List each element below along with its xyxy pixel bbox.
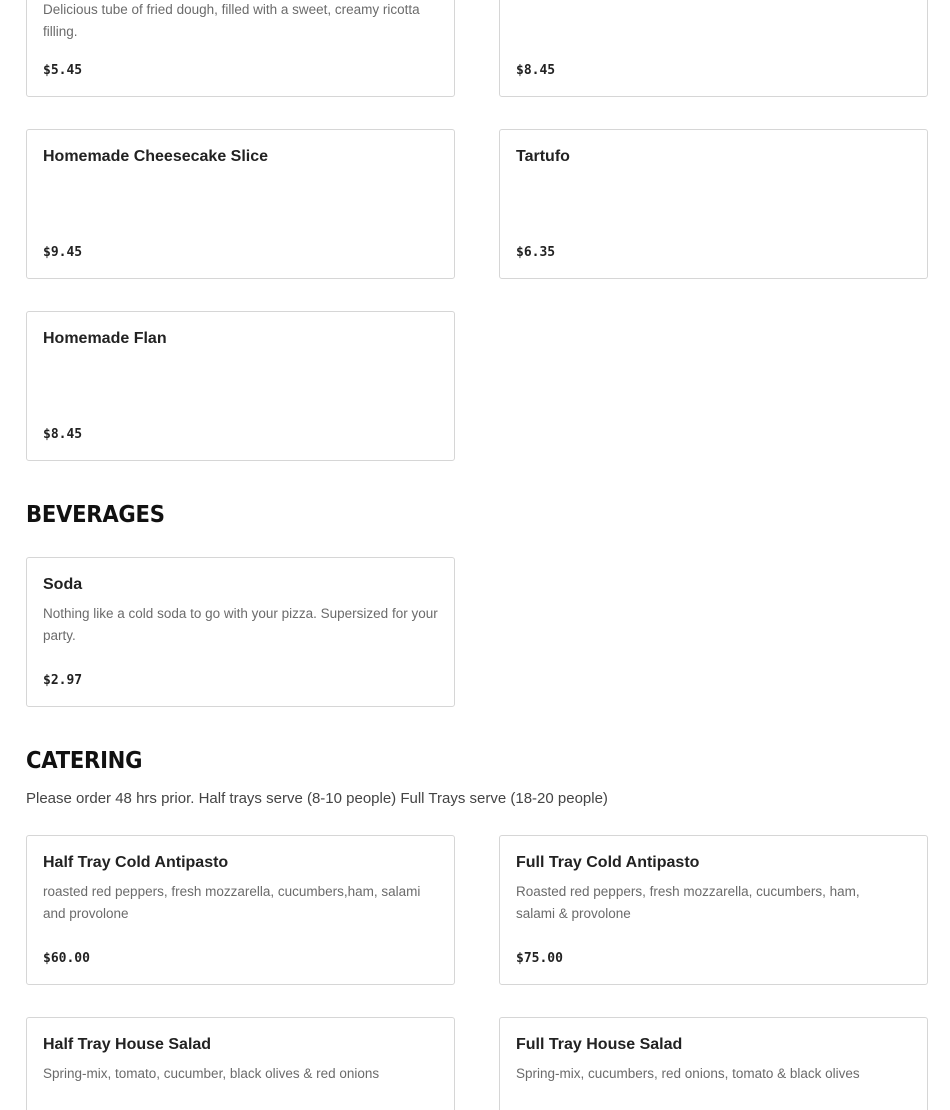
- menu-item-name: Homemade Flan: [43, 330, 167, 347]
- menu-item-price: $8.45: [516, 63, 556, 78]
- menu-item-price: $2.97: [43, 673, 83, 688]
- menu-item-card-full-tray-antipasto[interactable]: [499, 835, 928, 985]
- menu-item-description: roasted red peppers, fresh mozzarella, cucumbers,ham, salami and provolone: [43, 884, 421, 921]
- menu-item-card-soda[interactable]: [26, 557, 455, 707]
- menu-item-name: Homemade Cheesecake Slice: [43, 148, 269, 165]
- menu-item-description: Delicious tube of fried dough, filled with a sweet, creamy ricotta filling.: [43, 2, 420, 39]
- menu-item-description: Nothing like a cold soda to go with your pizza. Supersized for your party.: [43, 606, 438, 643]
- menu-item-price: $60.00: [43, 951, 90, 966]
- menu-item-card-cheesecake[interactable]: [26, 129, 455, 279]
- menu-item-description: Roasted red peppers, fresh mozzarella, cucumbers, ham, salami & provolone: [516, 884, 860, 921]
- menu-item-price: $6.35: [516, 245, 556, 260]
- menu-item-name: Half Tray Cold Antipasto: [43, 854, 229, 871]
- menu-item-name: Full Tray Cold Antipasto: [516, 854, 700, 871]
- menu-item-price: $8.45: [43, 427, 83, 442]
- menu-item-price: $5.45: [43, 63, 83, 78]
- menu-item-name: Half Tray House Salad: [43, 1036, 212, 1053]
- menu-item-price: $9.45: [43, 245, 83, 260]
- menu-item-description: Spring-mix, tomato, cucumber, black olives & red onions: [43, 1066, 380, 1081]
- section-title-catering: CATERING: [26, 748, 143, 774]
- menu-item-card[interactable]: [499, 0, 928, 97]
- menu-item-card-flan[interactable]: [26, 311, 455, 461]
- menu-item-card-full-tray-salad[interactable]: [499, 1017, 928, 1110]
- menu-item-name: Tartufo: [516, 148, 570, 165]
- menu-item-name: Soda: [43, 576, 83, 593]
- section-title-beverages: BEVERAGES: [26, 502, 165, 528]
- menu-item-card-half-tray-antipasto[interactable]: [26, 835, 455, 985]
- menu-item-card-tartufo[interactable]: [499, 129, 928, 279]
- menu-item-card-cannoli[interactable]: [26, 0, 455, 97]
- menu-item-price: $75.00: [516, 951, 563, 966]
- menu-item-description: Spring-mix, cucumbers, red onions, tomato & black olives: [516, 1066, 860, 1081]
- menu-item-card-half-tray-salad[interactable]: [26, 1017, 455, 1110]
- section-note-catering: Please order 48 hrs prior. Half trays serve (8-10 people) Full Trays serve (18-20 people): [26, 790, 608, 807]
- menu-item-name: Full Tray House Salad: [516, 1036, 683, 1053]
